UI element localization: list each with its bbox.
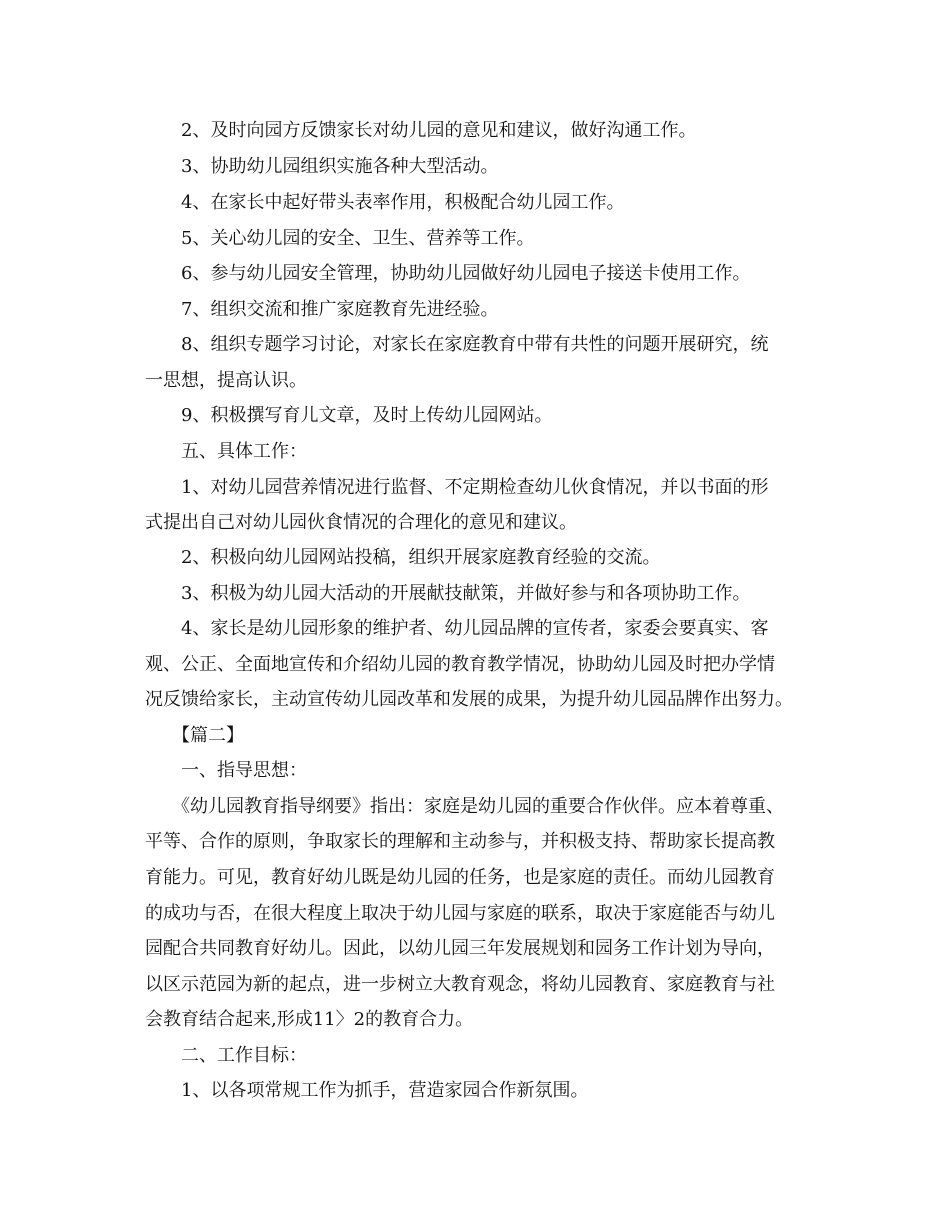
- text-line: 况反馈给家长，主动宣传幼儿园改革和发展的成果，为提升幼儿园品牌作出努力。: [145, 689, 793, 710]
- text-line: 3、积极为幼儿园大活动的开展献技献策，并做好参与和各项协助工作。: [181, 583, 751, 604]
- text-line: 的成功与否，在很大程度上取决于幼儿园与家庭的联系，取决于家庭能否与幼儿: [145, 903, 775, 924]
- text-line: 式提出自己对幼儿园伙食情况的合理化的意见和建议。: [145, 512, 577, 533]
- text-line: 一思想，提高认识。: [145, 370, 307, 391]
- chapter-heading: 【篇二】: [172, 725, 244, 746]
- text-line: 育能力。可见，教育好幼儿既是幼儿园的任务，也是家庭的责任。而幼儿园教育: [145, 867, 775, 888]
- text-line: 2、积极向幼儿园网站投稿，组织开展家庭教育经验的交流。: [181, 547, 661, 568]
- text-line: 8、组织专题学习讨论，对家长在家庭教育中带有共性的问题开展研究，统: [181, 334, 769, 355]
- text-line: 9、积极撰写育儿文章，及时上传幼儿园网站。: [181, 405, 553, 426]
- text-line: 7、组织交流和推广家庭教育先进经验。: [181, 299, 499, 320]
- text-line: 4、家长是幼儿园形象的维护者、幼儿园品牌的宣传者，家委会要真实、客: [181, 618, 769, 639]
- text-line: 《幼儿园教育指导纲要》指出：家庭是幼儿园的重要合作伙伴。应本着尊重、: [172, 796, 784, 817]
- text-line: 2、及时向园方反馈家长对幼儿园的意见和建议，做好沟通工作。: [181, 120, 697, 141]
- text-line: 1、对幼儿园营养情况进行监督、不定期检查幼儿伙食情况，并以书面的形: [181, 477, 769, 498]
- section-heading: 一、指导思想：: [181, 760, 307, 781]
- text-line: 平等、合作的原则，争取家长的理解和主动参与，并积极支持、帮助家长提高教: [145, 831, 775, 852]
- text-line: 园配合共同教育好幼儿。因此，以幼儿园三年发展规划和园务工作计划为导向，: [145, 938, 775, 959]
- text-line: 观、公正、全面地宣传和介绍幼儿园的教育教学情况，协助幼儿园及时把办学情: [145, 654, 775, 675]
- text-line: 3、协助幼儿园组织实施各种大型活动。: [181, 156, 499, 177]
- section-heading: 五、具体工作：: [181, 441, 307, 462]
- text-line: 6、参与幼儿园安全管理，协助幼儿园做好幼儿园电子接送卡使用工作。: [181, 263, 751, 284]
- text-line: 4、在家长中起好带头表率作用，积极配合幼儿园工作。: [181, 192, 625, 213]
- text-line: 5、关心幼儿园的安全、卫生、营养等工作。: [181, 228, 535, 249]
- text-line: 1、以各项常规工作为抓手，营造家园合作新氛围。: [181, 1080, 589, 1101]
- text-line: 以区示范园为新的起点，进一步树立大教育观念，将幼儿园教育、家庭教育与社: [145, 974, 775, 995]
- section-heading: 二、工作目标：: [181, 1045, 307, 1066]
- text-line: 会教育结合起来,形成11〉2的教育合力。: [145, 1009, 474, 1030]
